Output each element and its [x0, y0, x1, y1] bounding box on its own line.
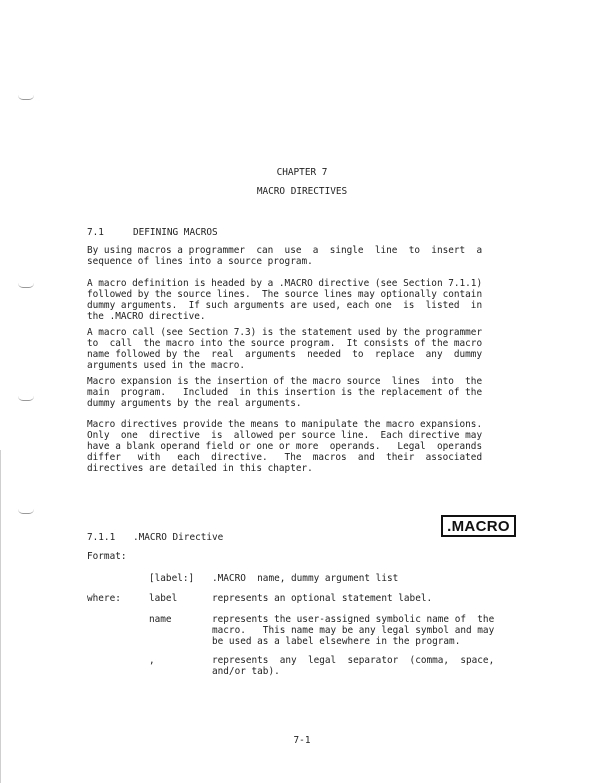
margin-mark: [18, 283, 34, 288]
paragraph-line: have a blank operand field or one or more operands. Legal operands: [87, 441, 483, 452]
section-title: DEFINING MACROS: [133, 227, 218, 238]
format-syntax-label: [label:]: [149, 573, 195, 584]
margin-mark: [18, 95, 34, 100]
definition-line: represents any legal separator (comma, space,: [212, 655, 495, 666]
paragraph-line: directives are detailed in this chapter.: [87, 463, 313, 474]
paragraph: [87, 327, 519, 371]
paragraph-line: Macro expansion is the insertion of the macro source lines into the: [87, 376, 483, 387]
subsection-number: 7.1.1: [87, 532, 116, 543]
paragraph-line: the .MACRO directive.: [87, 311, 206, 322]
paragraph-line: arguments used in the macro.: [87, 360, 246, 371]
definition-line: represents the user-assigned symbolic name of the: [212, 614, 495, 625]
definition-line: represents an optional statement label.: [212, 593, 433, 604]
paragraph-line: dummy arguments by the real arguments.: [87, 398, 302, 409]
paragraph-line: main program. Included in this insertion is the replacement of the: [87, 387, 483, 398]
paragraph-line: dummy arguments. If such arguments are used, each one is listed in: [87, 300, 483, 311]
section-number: 7.1: [87, 227, 104, 238]
binding-edge: [0, 450, 1, 783]
definition-term: name: [149, 614, 172, 625]
definition-term: label: [149, 593, 178, 604]
chapter-title: MACRO DIRECTIVES: [256, 186, 348, 197]
page-number: 7-1: [293, 735, 311, 746]
definition-text: [212, 593, 432, 604]
format-syntax: .MACRO name, dummy argument list: [212, 573, 399, 584]
definition-text: [212, 655, 494, 677]
definition-line: macro. This name may be any legal symbol and may: [212, 625, 495, 636]
definition-line: and/or tab).: [212, 666, 280, 677]
subsection-title: .MACRO Directive: [133, 532, 224, 543]
paragraph-line: A macro call (see Section 7.3) is the statement used by the programmer: [87, 327, 483, 338]
paragraph: [87, 419, 519, 474]
definition-term: ,: [149, 655, 155, 666]
chapter-number: CHAPTER 7: [276, 167, 328, 178]
paragraph-line: followed by the source lines. The source lines may optionally contain: [87, 289, 483, 300]
where-label: where:: [87, 593, 121, 604]
margin-mark: [18, 396, 34, 401]
paragraph-line: sequence of lines into a source program.: [87, 256, 313, 267]
paragraph: [87, 245, 519, 267]
paragraph-line: name followed by the real arguments needed to replace any dummy: [87, 349, 483, 360]
paragraph-line: to call the macro into the source program. It consists of the macro: [87, 338, 483, 349]
paragraph: [87, 376, 519, 409]
definition-text: [212, 614, 494, 647]
paragraph-line: Only one directive is allowed per source line. Each directive may: [87, 430, 483, 441]
paragraph-line: Macro directives provide the means to manipulate the macro expansions.: [87, 419, 483, 430]
paragraph-line: differ with each directive. The macros and their associated: [87, 452, 483, 463]
paragraph-line: A macro definition is headed by a .MACRO directive (see Section 7.1.1): [87, 278, 483, 289]
format-label: Format:: [87, 551, 127, 562]
paragraph: [87, 278, 519, 322]
margin-mark: [18, 509, 34, 514]
definition-line: be used as a label elsewhere in the program.: [212, 636, 461, 647]
paragraph-line: By using macros a programmer can use a single line to insert a: [87, 245, 483, 256]
directive-badge: .MACRO: [441, 515, 516, 537]
